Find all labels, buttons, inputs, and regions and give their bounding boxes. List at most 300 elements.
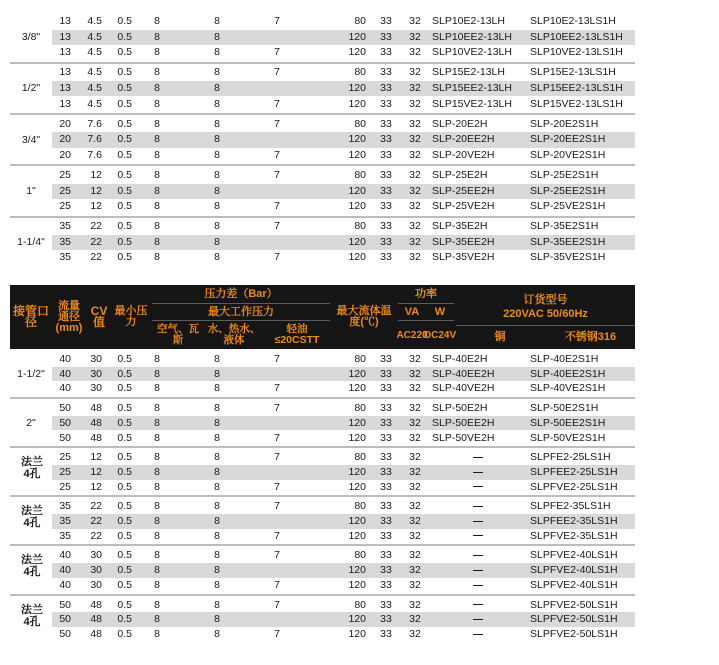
dash-mark — [473, 555, 483, 556]
cell-flow-bore: 25 — [59, 184, 71, 197]
cell-light-oil: 7 — [274, 220, 280, 233]
cell-air-gas: 8 — [154, 564, 160, 577]
cell-min-pressure: 0.5 — [117, 148, 132, 161]
cell-cv-value: 4.5 — [87, 81, 102, 94]
pipe-size-label: 1/2" — [21, 82, 41, 95]
cell-model-copper: SLP-50EE2H — [432, 416, 495, 429]
cell-max-temp: 120 — [348, 564, 366, 577]
cell-model-copper: SLP-25E2H — [432, 168, 488, 181]
cell-min-pressure: 0.5 — [117, 367, 132, 380]
table-row — [52, 465, 635, 480]
cell-model-copper: SLP-40VE2H — [432, 382, 495, 395]
cell-light-oil: 7 — [274, 382, 280, 395]
cell-cv-value: 22 — [90, 500, 102, 513]
cell-w: 32 — [409, 251, 421, 264]
cell-min-pressure: 0.5 — [117, 133, 132, 146]
table-row — [52, 65, 635, 81]
cell-cv-value: 4.5 — [87, 30, 102, 43]
cell-water: 8 — [214, 515, 220, 527]
cell-w: 32 — [409, 367, 421, 380]
cell-model-copper: SLP-50E2H — [432, 402, 488, 415]
table-row — [52, 598, 635, 613]
pipe-size-label: 法兰4孔 — [21, 456, 43, 481]
table-row — [52, 563, 635, 578]
cell-flow-bore: 50 — [59, 627, 71, 640]
cell-w: 32 — [409, 515, 421, 527]
cell-w: 32 — [409, 97, 421, 110]
cell-va: 33 — [380, 549, 392, 562]
cell-water: 8 — [214, 402, 220, 415]
cell-min-pressure: 0.5 — [117, 451, 132, 464]
table-row — [52, 352, 635, 367]
cell-flow-bore: 50 — [59, 431, 71, 444]
cell-model-steel: SLP10E2-13LS1H — [530, 15, 616, 27]
cell-light-oil: 7 — [274, 15, 280, 27]
cell-air-gas: 8 — [154, 367, 160, 380]
cell-min-pressure: 0.5 — [117, 564, 132, 577]
cell-light-oil: 7 — [274, 598, 280, 611]
table-row — [52, 250, 635, 266]
cell-water: 8 — [214, 168, 220, 181]
cell-light-oil: 7 — [274, 529, 280, 542]
cell-model-copper — [432, 598, 524, 613]
cell-flow-bore: 20 — [59, 117, 71, 130]
cell-flow-bore: 40 — [59, 549, 71, 562]
cell-max-temp: 80 — [354, 402, 366, 415]
header-order-model: 订货型号 — [523, 293, 568, 306]
pipe-size-label: 法兰4孔 — [21, 603, 43, 628]
cell-w: 32 — [409, 117, 421, 130]
table-row — [52, 578, 635, 593]
cell-va: 33 — [380, 30, 392, 43]
cell-min-pressure: 0.5 — [117, 549, 132, 562]
cell-max-temp: 80 — [354, 500, 366, 513]
group-separator — [10, 164, 635, 166]
cell-w: 32 — [409, 416, 421, 429]
cell-cv-value: 4.5 — [87, 46, 102, 59]
cell-va: 33 — [380, 564, 392, 577]
cell-model-copper: SLP15EE2-13LH — [432, 81, 512, 94]
pipe-size-label: 1" — [26, 184, 36, 197]
cell-min-pressure: 0.5 — [117, 402, 132, 415]
cell-max-temp: 120 — [348, 627, 366, 640]
group-separator — [10, 113, 635, 115]
group-separator — [10, 216, 635, 218]
cell-light-oil: 7 — [274, 627, 280, 640]
cell-w: 32 — [409, 598, 421, 611]
cell-min-pressure: 0.5 — [117, 515, 132, 527]
table-row — [52, 97, 635, 113]
cell-max-temp: 80 — [354, 598, 366, 611]
cell-water: 8 — [214, 598, 220, 611]
cell-model-steel: SLP-50EE2S1H — [530, 416, 606, 429]
cell-air-gas: 8 — [154, 480, 160, 493]
header-air-gas: 空气、瓦斯 — [157, 323, 199, 346]
cell-model-steel: SLP-25VE2S1H — [530, 200, 606, 213]
cell-water: 8 — [214, 500, 220, 513]
cell-w: 32 — [409, 564, 421, 577]
cell-model-copper: SLP-25VE2H — [432, 200, 495, 213]
cell-min-pressure: 0.5 — [117, 500, 132, 513]
cell-model-steel: SLP10VE2-13LS1H — [530, 46, 623, 59]
group-separator — [10, 62, 635, 64]
pipe-size-label: 2" — [26, 416, 36, 429]
cell-flow-bore: 35 — [59, 235, 71, 248]
cell-max-temp: 80 — [354, 66, 366, 79]
cell-min-pressure: 0.5 — [117, 66, 132, 79]
cell-min-pressure: 0.5 — [117, 416, 132, 429]
cell-flow-bore: 40 — [59, 578, 71, 591]
cell-va: 33 — [380, 451, 392, 464]
cell-va: 33 — [380, 220, 392, 233]
cell-air-gas: 8 — [154, 529, 160, 542]
cell-air-gas: 8 — [154, 235, 160, 248]
cell-w: 32 — [409, 15, 421, 27]
cell-va: 33 — [380, 184, 392, 197]
cell-model-copper — [432, 480, 524, 495]
cell-w: 32 — [409, 613, 421, 626]
cell-cv-value: 12 — [90, 480, 102, 493]
cell-model-steel: SLP15EE2-13LS1H — [530, 81, 623, 94]
cell-max-temp: 120 — [348, 184, 366, 197]
cell-min-pressure: 0.5 — [117, 598, 132, 611]
cell-water: 8 — [214, 148, 220, 161]
cell-light-oil: 7 — [274, 451, 280, 464]
cell-w: 32 — [409, 184, 421, 197]
cell-water: 8 — [214, 15, 220, 27]
cell-model-copper — [432, 612, 524, 627]
cell-light-oil: 7 — [274, 402, 280, 415]
cell-flow-bore: 50 — [59, 416, 71, 429]
cell-air-gas: 8 — [154, 353, 160, 365]
header-pressure-diff: 压力差（Bar） — [204, 287, 278, 300]
cell-model-steel: SLP-50VE2S1H — [530, 431, 606, 444]
cell-max-temp: 120 — [348, 133, 366, 146]
cell-water: 8 — [214, 627, 220, 640]
cell-water: 8 — [214, 367, 220, 380]
cell-cv-value: 30 — [90, 382, 102, 395]
cell-va: 33 — [380, 81, 392, 94]
cell-air-gas: 8 — [154, 382, 160, 395]
cell-model-steel: SLPFVE2-50LS1H — [530, 627, 618, 640]
header-va: VA — [404, 305, 420, 318]
cell-cv-value: 30 — [90, 564, 102, 577]
cell-va: 33 — [380, 529, 392, 542]
cell-water: 8 — [214, 200, 220, 213]
cell-max-temp: 120 — [348, 431, 366, 444]
cell-w: 32 — [409, 30, 421, 43]
cell-model-copper: SLP-35E2H — [432, 220, 488, 233]
cell-model-copper — [432, 514, 524, 529]
dash-mark — [473, 619, 483, 620]
dash-mark — [473, 535, 483, 536]
cell-flow-bore: 50 — [59, 613, 71, 626]
cell-air-gas: 8 — [154, 184, 160, 197]
cell-model-copper: SLP-20VE2H — [432, 148, 495, 161]
cell-air-gas: 8 — [154, 168, 160, 181]
cell-air-gas: 8 — [154, 81, 160, 94]
table-row — [52, 480, 635, 495]
cell-model-steel: SLP-40EE2S1H — [530, 367, 606, 380]
table-row — [52, 627, 635, 642]
cell-model-steel: SLP-35VE2S1H — [530, 251, 606, 264]
cell-model-steel: SLP-20E2S1H — [530, 117, 599, 130]
header-voltage: 220VAC 50/60Hz — [503, 307, 588, 320]
cell-water: 8 — [214, 451, 220, 464]
cell-min-pressure: 0.5 — [117, 220, 132, 233]
cell-va: 33 — [380, 168, 392, 181]
cell-min-pressure: 0.5 — [117, 353, 132, 365]
table-row — [52, 81, 635, 97]
cell-va: 33 — [380, 117, 392, 130]
cell-light-oil: 7 — [274, 549, 280, 562]
cell-max-temp: 120 — [348, 416, 366, 429]
cell-air-gas: 8 — [154, 148, 160, 161]
table-row — [52, 367, 635, 382]
cell-flow-bore: 35 — [59, 500, 71, 513]
cell-max-temp: 120 — [348, 30, 366, 43]
cell-flow-bore: 40 — [59, 382, 71, 395]
cell-va: 33 — [380, 148, 392, 161]
cell-w: 32 — [409, 402, 421, 415]
cell-max-temp: 80 — [354, 168, 366, 181]
cell-model-steel: SLPFVE2-50LS1H — [530, 613, 618, 626]
cell-cv-value: 12 — [90, 168, 102, 181]
group-separator — [10, 397, 635, 399]
table-row — [52, 30, 635, 46]
cell-max-temp: 120 — [348, 529, 366, 542]
cell-va: 33 — [380, 627, 392, 640]
pipe-size-label: 法兰4孔 — [21, 505, 43, 530]
cell-w: 32 — [409, 431, 421, 444]
cell-light-oil: 7 — [274, 97, 280, 110]
cell-water: 8 — [214, 564, 220, 577]
cell-water: 8 — [214, 117, 220, 130]
cell-va: 33 — [380, 382, 392, 395]
cell-cv-value: 7.6 — [87, 133, 102, 146]
cell-cv-value: 48 — [90, 416, 102, 429]
dash-mark — [473, 570, 483, 571]
cell-model-copper — [432, 499, 524, 514]
cell-flow-bore: 13 — [59, 30, 71, 43]
cell-flow-bore: 35 — [59, 220, 71, 233]
header-max-fluid-temp: 最大流体温度(℃) — [336, 305, 392, 328]
cell-model-copper — [432, 563, 524, 578]
cell-cv-value: 48 — [90, 598, 102, 611]
dash-mark — [473, 521, 483, 522]
cell-air-gas: 8 — [154, 451, 160, 464]
dash-mark — [473, 472, 483, 473]
cell-min-pressure: 0.5 — [117, 46, 132, 59]
cell-water: 8 — [214, 220, 220, 233]
cell-model-steel: SLP-35EE2S1H — [530, 235, 606, 248]
cell-cv-value: 4.5 — [87, 97, 102, 110]
cell-va: 33 — [380, 598, 392, 611]
cell-max-temp: 120 — [348, 515, 366, 527]
pipe-size-label: 3/4" — [21, 133, 41, 146]
cell-cv-value: 22 — [90, 529, 102, 542]
cell-air-gas: 8 — [154, 627, 160, 640]
cell-air-gas: 8 — [154, 15, 160, 27]
cell-va: 33 — [380, 402, 392, 415]
cell-model-steel: SLPFEE2-35LS1H — [530, 515, 618, 527]
table-row — [52, 612, 635, 627]
cell-min-pressure: 0.5 — [117, 184, 132, 197]
cell-va: 33 — [380, 200, 392, 213]
cell-model-steel: SLP-35E2S1H — [530, 220, 599, 233]
cell-va: 33 — [380, 367, 392, 380]
cell-model-steel: SLPFVE2-40LS1H — [530, 578, 618, 591]
cell-air-gas: 8 — [154, 220, 160, 233]
cell-light-oil: 7 — [274, 480, 280, 493]
cell-model-steel: SLPFVE2-40LS1H — [530, 549, 618, 562]
cell-flow-bore: 25 — [59, 465, 71, 478]
pipe-size-label: 1-1/2" — [17, 367, 45, 380]
cell-water: 8 — [214, 549, 220, 562]
header-min-pressure: 最小压力 — [114, 305, 148, 328]
cell-min-pressure: 0.5 — [117, 97, 132, 110]
cell-va: 33 — [380, 66, 392, 79]
cell-model-copper: SLP10VE2-13LH — [432, 46, 512, 59]
cell-flow-bore: 13 — [59, 46, 71, 59]
cell-w: 32 — [409, 382, 421, 395]
cell-cv-value: 12 — [90, 465, 102, 478]
cell-model-steel: SLP15VE2-13LS1H — [530, 97, 623, 110]
cell-min-pressure: 0.5 — [117, 465, 132, 478]
cell-cv-value: 22 — [90, 220, 102, 233]
cell-cv-value: 4.5 — [87, 15, 102, 27]
cell-va: 33 — [380, 416, 392, 429]
header-max-work-pressure: 最大工作压力 — [208, 305, 274, 318]
table-row — [52, 168, 635, 184]
cell-cv-value: 12 — [90, 451, 102, 464]
cell-light-oil: 7 — [274, 66, 280, 79]
cell-min-pressure: 0.5 — [117, 15, 132, 27]
dash-mark — [473, 585, 483, 586]
table-row — [52, 14, 635, 30]
cell-va: 33 — [380, 353, 392, 365]
cell-min-pressure: 0.5 — [117, 168, 132, 181]
cell-min-pressure: 0.5 — [117, 117, 132, 130]
cell-air-gas: 8 — [154, 97, 160, 110]
cell-cv-value: 30 — [90, 578, 102, 591]
cell-water: 8 — [214, 97, 220, 110]
cell-air-gas: 8 — [154, 598, 160, 611]
cell-va: 33 — [380, 500, 392, 513]
cell-water: 8 — [214, 416, 220, 429]
cell-model-steel: SLPFEE2-25LS1H — [530, 465, 618, 478]
cell-air-gas: 8 — [154, 200, 160, 213]
cell-min-pressure: 0.5 — [117, 382, 132, 395]
table-row — [52, 401, 635, 416]
cell-w: 32 — [409, 465, 421, 478]
cell-flow-bore: 20 — [59, 133, 71, 146]
cell-air-gas: 8 — [154, 500, 160, 513]
cell-max-temp: 120 — [348, 382, 366, 395]
cell-max-temp: 120 — [348, 367, 366, 380]
cell-flow-bore: 25 — [59, 480, 71, 493]
cell-min-pressure: 0.5 — [117, 30, 132, 43]
cell-model-steel: SLP-50E2S1H — [530, 402, 599, 415]
cell-flow-bore: 40 — [59, 353, 71, 365]
header-flow-bore: 流量通径(mm) — [55, 299, 83, 334]
cell-water: 8 — [214, 66, 220, 79]
cell-w: 32 — [409, 220, 421, 233]
cell-model-steel: SLP-20VE2S1H — [530, 148, 606, 161]
cell-flow-bore: 20 — [59, 148, 71, 161]
table-row — [52, 431, 635, 446]
cell-model-steel: SLPFE2-35LS1H — [530, 500, 611, 513]
cell-cv-value: 7.6 — [87, 117, 102, 130]
cell-cv-value: 12 — [90, 184, 102, 197]
cell-model-copper: SLP10EE2-13LH — [432, 30, 512, 43]
cell-min-pressure: 0.5 — [117, 431, 132, 444]
header-w: W — [434, 305, 446, 318]
cell-flow-bore: 35 — [59, 515, 71, 527]
cell-light-oil: 7 — [274, 353, 280, 365]
table-row — [52, 132, 635, 148]
cell-model-steel: SLP-40VE2S1H — [530, 382, 606, 395]
dash-mark — [473, 634, 483, 635]
cell-water: 8 — [214, 529, 220, 542]
pipe-size-label: 3/8" — [21, 30, 41, 43]
cell-w: 32 — [409, 133, 421, 146]
cell-air-gas: 8 — [154, 578, 160, 591]
cell-water: 8 — [214, 613, 220, 626]
cell-flow-bore: 13 — [59, 97, 71, 110]
cell-max-temp: 120 — [348, 97, 366, 110]
cell-max-temp: 80 — [354, 353, 366, 365]
table-row — [52, 219, 635, 235]
group-separator — [10, 446, 635, 448]
cell-water: 8 — [214, 465, 220, 478]
group-separator — [10, 544, 635, 546]
cell-va: 33 — [380, 133, 392, 146]
cell-w: 32 — [409, 451, 421, 464]
cell-water: 8 — [214, 133, 220, 146]
header-light-oil: 轻油≤20CSTT — [274, 323, 320, 346]
header-copper: 铜 — [494, 331, 506, 343]
cell-water: 8 — [214, 235, 220, 248]
cell-light-oil: 7 — [274, 117, 280, 130]
table-row — [52, 184, 635, 200]
cell-light-oil: 7 — [274, 46, 280, 59]
cell-max-temp: 120 — [348, 578, 366, 591]
cell-flow-bore: 25 — [59, 451, 71, 464]
cell-light-oil: 7 — [274, 500, 280, 513]
cell-model-copper: SLP15VE2-13LH — [432, 97, 512, 110]
header-water: 水、热水、液体 — [207, 323, 261, 346]
table-row — [52, 45, 635, 61]
cell-min-pressure: 0.5 — [117, 578, 132, 591]
cell-min-pressure: 0.5 — [117, 529, 132, 542]
cell-va: 33 — [380, 578, 392, 591]
cell-min-pressure: 0.5 — [117, 200, 132, 213]
cell-max-temp: 120 — [348, 148, 366, 161]
cell-va: 33 — [380, 480, 392, 493]
table-row — [52, 548, 635, 563]
table-row — [52, 416, 635, 431]
table-row — [52, 529, 635, 544]
cell-max-temp: 80 — [354, 220, 366, 233]
cell-air-gas: 8 — [154, 251, 160, 264]
cell-max-temp: 120 — [348, 480, 366, 493]
table-row — [52, 450, 635, 465]
table-row — [52, 199, 635, 215]
cell-model-steel: SLPFVE2-50LS1H — [530, 598, 618, 611]
cell-model-copper: SLP10E2-13LH — [432, 15, 505, 27]
cell-w: 32 — [409, 235, 421, 248]
